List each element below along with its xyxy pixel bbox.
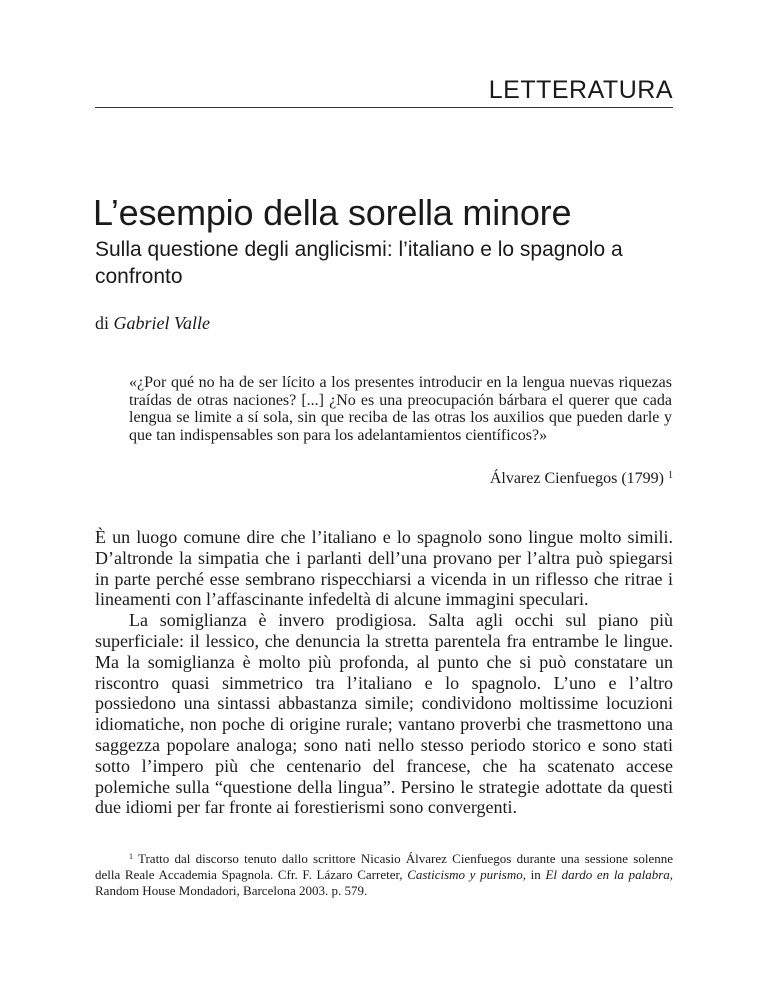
article-subtitle: Sulla questione degli anglicismi: l’italiano e lo spagnolo a confronto [95,238,623,288]
epigraph-author: Álvarez Cienfuegos (1799) [489,470,664,487]
body-paragraph-2: La somiglianza è invero prodigiosa. Salta agli occhi sul piano più superficiale: il lessico, che denuncia la stretta parentela fra entrambe le lingue. Ma la somiglianza è molto più profonda, al punto che si può constatare un riscontro quasi simmetrico tra l’italiano e lo spagnolo. L’uno e l’altro possiedono una sintassi abbastanza simile; condividono moltissime locuzioni idiomatiche, non poche di origine rurale; vantano proverbi che trasmettono una saggezza popolare analoga; sono nati nello stesso periodo storico e sono stati sotto l’impero più che centenario del francese, che ha scatenato accese polemiche sulla “questione della lingua”. Persino le strategie adottate da questi due idiomi per far fronte ai forestierismi sono convergenti. [95,610,673,818]
article-body [95,527,673,818]
footnote-text-3: , Random House Mondadori, Barcelona 2003. p. 579. [95,867,674,898]
section-label: LETTERATURA [488,76,673,104]
footnote [95,851,673,899]
epigraph-attribution [490,470,673,488]
article-title: L’esempio della sorella minore [93,192,572,233]
author-name: Gabriel Valle [113,313,211,333]
byline-prefix: di [95,313,110,333]
epigraph-quote: «¿Por qué no ha de ser lícito a los presentes introducir en la lengua nuevas riquezas traídas de otras naciones? [...] ¿No es una preocupación bárbara el querer que cada lengua se limite a sí sola, sin que reciba de las otras los auxilios que pueden darle y que tan indispensables son para los adelantamientos científicos?» [129,374,672,444]
footnote-reference[interactable]: 1 [668,470,673,481]
header-rule [95,107,673,108]
body-paragraph-1: È un luogo comune dire che l’italiano e lo spagnolo sono lingue molto simili. D’altronde la simpatia che i parlanti dell’una provano per l’altra può spiegarsi in parte perché esse sembrano rispecchiarsi a vicenda in un riflesso che ritrae i lineamenti con l’affascinante infedeltà di alcune immagini speculari. [95,527,673,610]
footnote-title-2: El dardo en la palabra [545,867,670,882]
footnote-text-1: Tratto dal discorso tenuto dallo scrittore Nicasio Álvarez Cienfuegos durante una sessione solenne della Reale Accademia Spagnola. Cfr. F. Lázaro Carreter, [95,851,674,882]
byline [95,312,210,334]
footnote-title-1: Casticismo y purismo [407,867,523,882]
footnote-text-2: , in [522,867,541,882]
footnote-number: 1 [129,852,133,861]
